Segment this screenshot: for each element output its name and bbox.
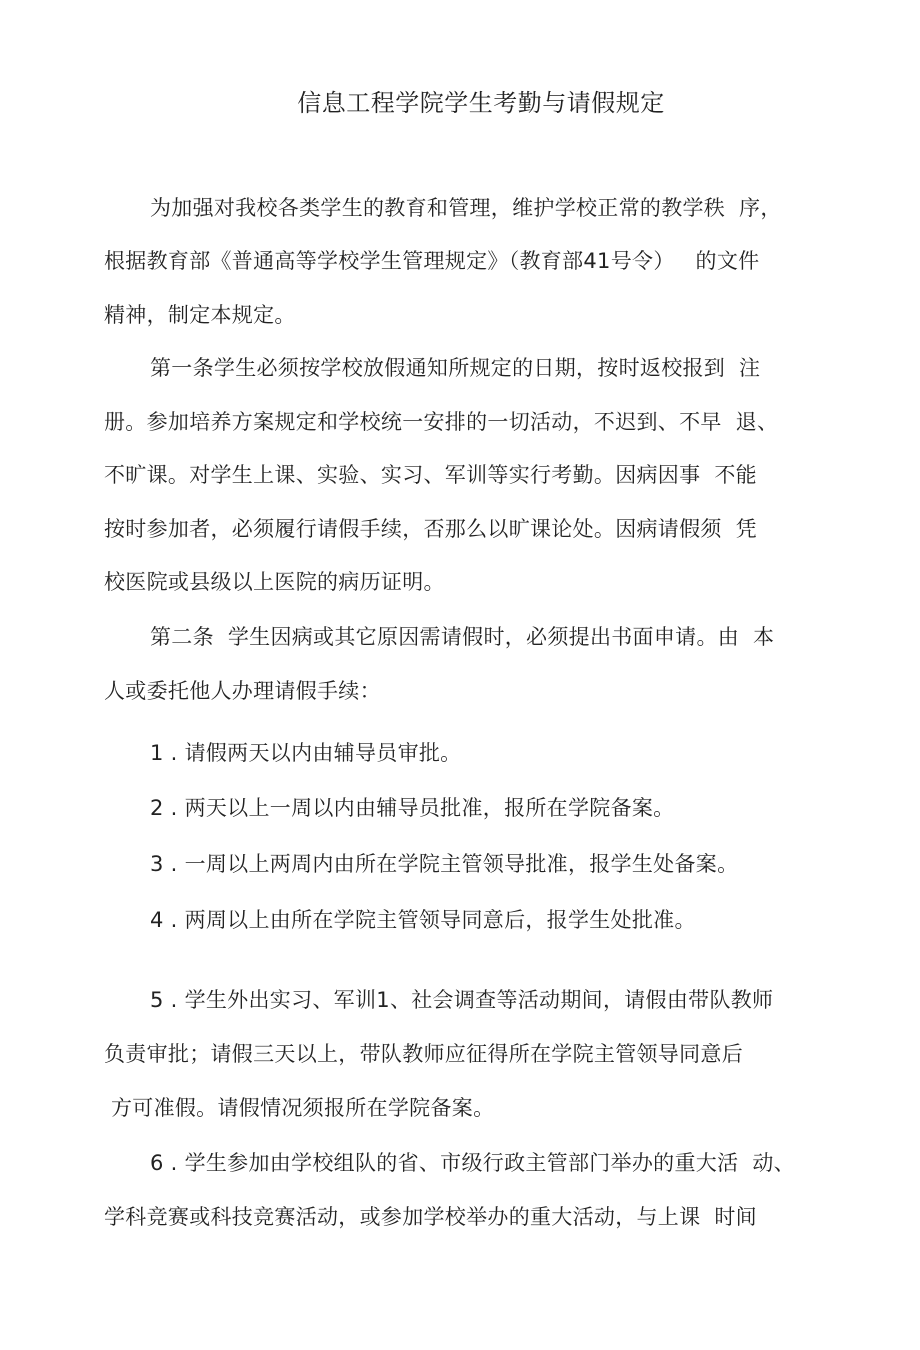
preamble-line-1: 为加强对我校各类学生的教育和管理，维护学校正常的教学秩 序， <box>150 196 782 220</box>
list-item-6-line-1: 6 . 学生参加由学校组队的省、市级行政主管部门举办的重大活 动、 <box>150 1151 795 1175</box>
list-item-2: 2 . 两天以上一周以内由辅导员批准，报所在学院备案。 <box>150 796 675 820</box>
list-item-5-line-1: 5 . 学生外出实习、军训1、社会调查等活动期间，请假由带队教师 <box>150 988 774 1012</box>
article-2-line-1: 第二条 学生因病或其它原因需请假时，必须提出书面申请。由 本 <box>150 625 775 649</box>
article-1-line-3: 不旷课。对学生上课、实验、实习、军训等实行考勤。因病因事 不能 <box>104 463 757 487</box>
document-title: 信息工程学院学生考勤与请假规定 <box>297 89 665 117</box>
article-1-line-4: 按时参加者，必须履行请假手续，否那么以旷课论处。因病请假须 凭 <box>104 517 757 541</box>
preamble-line-3: 精神，制定本规定。 <box>104 303 296 327</box>
article-1-line-5: 校医院或县级以上医院的病历证明。 <box>104 570 445 594</box>
list-item-5-line-2: 负责审批；请假三天以上，带队教师应征得所在学院主管领导同意后 <box>104 1042 743 1066</box>
list-item-3: 3 . 一周以上两周内由所在学院主管领导批准，报学生处备案。 <box>150 852 739 876</box>
list-item-6-line-2: 学科竞赛或科技竞赛活动，或参加学校举办的重大活动，与上课 时间 <box>104 1205 757 1229</box>
list-item-5-line-3: 方可准假。请假情况须报所在学院备案。 <box>104 1096 495 1120</box>
list-item-4: 4 . 两周以上由所在学院主管领导同意后，报学生处批准。 <box>150 908 696 932</box>
article-1-line-1: 第一条学生必须按学校放假通知所规定的日期，按时返校报到 注 <box>150 356 761 380</box>
article-2-line-2: 人或委托他人办理请假手续： <box>104 679 381 703</box>
list-item-1: 1 . 请假两天以内由辅导员审批。 <box>150 741 462 765</box>
article-1-line-2: 册。参加培养方案规定和学校统一安排的一切活动，不迟到、不早 退、 <box>104 410 779 434</box>
preamble-line-2: 根据教育部《普通高等学校学生管理规定》（教育部41号令） 的文件 <box>104 249 760 273</box>
